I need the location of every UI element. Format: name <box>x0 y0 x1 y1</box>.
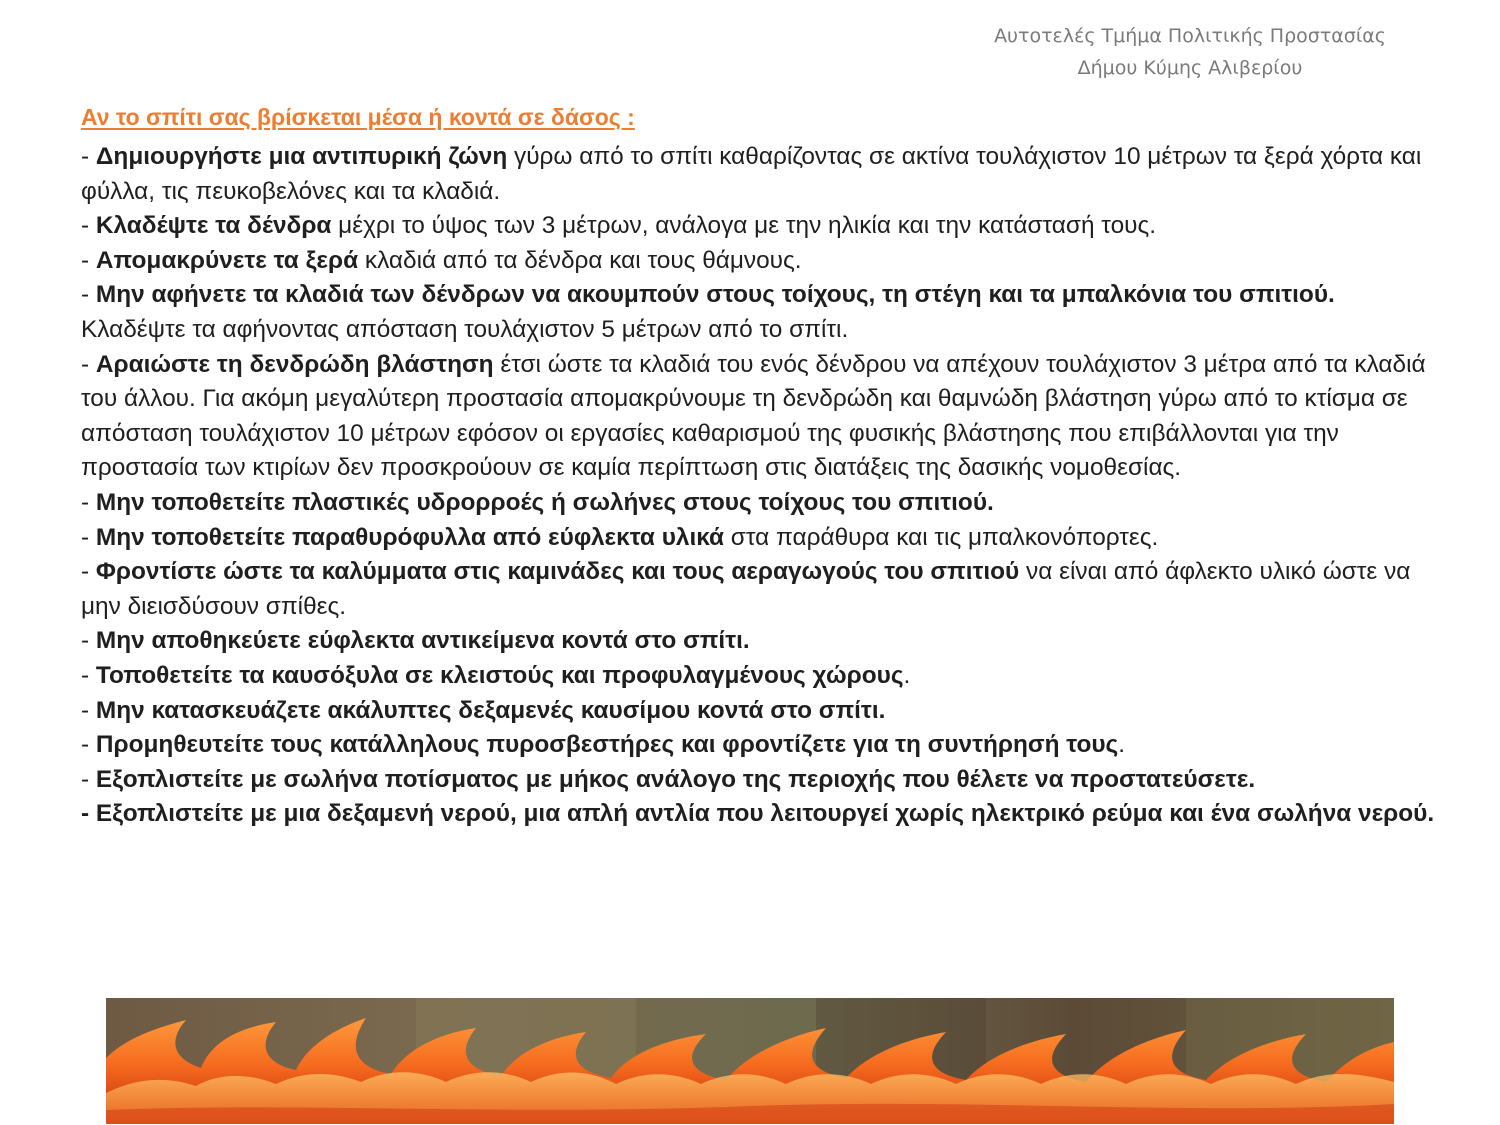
item-text: μέχρι το ύψος των 3 μέτρων, ανάλογα με την ηλικία και την κατάστασή τους. <box>331 212 1157 240</box>
item-bold-text: Μην αφήνετε τα κλαδιά των δένδρων να ακουμπούν στους τοίχους, τη στέγη και τα μπαλκόνια του σπιτιού. <box>95 281 1335 309</box>
item-prefix: - <box>81 661 96 689</box>
item-prefix: - <box>81 246 96 274</box>
item-bold-text: Προμηθευτείτε τους κατάλληλους πυροσβεστήρες και φροντίζετε για τη συντήρησή τους <box>95 731 1119 759</box>
item-bold-text: Δημιουργήστε μια αντιπυρική ζώνη <box>95 143 508 170</box>
item-text: κλαδιά από τα δένδρα και τους θάμνους. <box>358 246 802 274</box>
item-prefix: - <box>81 558 96 586</box>
item-bold-text: Απομακρύνετε τα ξερά <box>95 246 359 274</box>
item-prefix: - <box>81 627 96 655</box>
section-heading: Αν το σπίτι σας βρίσκεται μέσα ή κοντά σε δάσος : <box>81 104 635 130</box>
item-prefix: - <box>81 350 96 378</box>
item-bold-text: Μην κατασκευάζετε ακάλυπτες δεξαμενές καυσίμου κοντά στο σπίτι. <box>95 696 886 724</box>
item-bold-text: Αραιώστε τη δενδρώδη βλάστηση <box>95 350 494 378</box>
header-municipality: Δήμου Κύμης Αλιβερίου <box>1077 57 1303 79</box>
instruction-item <box>81 486 1436 521</box>
instruction-item <box>81 763 1436 798</box>
item-bold-text: Εξοπλιστείτε με σωλήνα ποτίσματος με μήκος ανάλογο της περιοχής που θέλετε να προστατεύσετε. <box>95 765 1256 793</box>
instruction-item <box>81 694 1436 729</box>
instruction-item <box>81 348 1436 486</box>
item-text: να είναι από άφλεκτο υλικό ώστε να μην διεισδύσουν σπίθες. <box>81 558 1411 620</box>
item-text: . <box>903 661 911 689</box>
item-bold-text: - Εξοπλιστείτε με μια δεξαμενή νερού, μια απλή αντλία που λειτουργεί χωρίς ηλεκτρικό ρεύμα και ένα σωλήνα νερού. <box>81 800 1435 828</box>
instruction-item <box>81 624 1436 659</box>
item-prefix: - <box>81 731 96 759</box>
document-header <box>940 20 1440 84</box>
header-department: Αυτοτελές Τμήμα Πολιτικής Προστασίας <box>994 25 1386 47</box>
instruction-item <box>81 659 1436 694</box>
item-text: . <box>1118 731 1126 759</box>
instruction-item <box>81 797 1436 832</box>
item-prefix: - <box>81 281 96 309</box>
item-text: έτσι ώστε τα κλαδιά του ενός δένδρου να απέχουν τουλάχιστον 3 μέτρα από τα κλαδιά του άλλου. Για ακόμη μεγαλύτερη προστασία απομακρύνουμε τη δενδρώδη και θαμνώδη βλάστηση γύρω από το κτίσμα σε απόσταση τουλάχιστον 10 μέτρων εφόσον οι εργασίες καθαρισμού της φυσικής βλάστησης που επιβάλλονται για την προστασία των κτιρίων δεν προσκρούουν σε καμία περίπτωση στις διατάξεις της δασικής νομοθεσίας. <box>81 350 1426 482</box>
item-bold-text: Φροντίστε ώστε τα καλύμματα στις καμινάδες και τους αεραγωγούς του σπιτιού <box>95 558 1020 586</box>
fire-safety-instructions <box>81 140 1436 832</box>
item-bold-text: Κλαδέψτε τα δένδρα <box>95 212 332 240</box>
item-text: Κλαδέψτε τα αφήνοντας απόσταση τουλάχιστον 5 μέτρων από το σπίτι. <box>81 315 849 343</box>
instruction-item <box>81 555 1436 624</box>
item-text: γύρω από το σπίτι καθαρίζοντας σε ακτίνα τουλάχιστον 10 μέτρων τα ξερά χόρτα και φύλλα, τις πευκοβελόνες και τα κλαδιά. <box>81 143 1422 205</box>
item-bold-text: Μην τοποθετείτε πλαστικές υδρορροές ή σωλήνες στους τοίχους του σπιτιού. <box>95 488 994 516</box>
instruction-item <box>81 209 1436 244</box>
item-prefix: - <box>81 523 96 551</box>
instruction-item <box>81 728 1436 763</box>
item-bold-text: Μην αποθηκεύετε εύφλεκτα αντικείμενα κοντά στο σπίτι. <box>95 627 750 655</box>
item-prefix: - <box>81 488 96 516</box>
instruction-item <box>81 244 1436 279</box>
fire-banner-image <box>106 998 1394 1124</box>
item-bold-text: Τοποθετείτε τα καυσόξυλα σε κλειστούς και προφυλαγμένους χώρους <box>95 661 904 689</box>
item-prefix: - <box>81 765 96 793</box>
item-prefix: - <box>81 143 96 170</box>
item-prefix: - <box>81 696 96 724</box>
fire-flames-icon <box>106 998 1394 1124</box>
instruction-item <box>81 140 1436 209</box>
instruction-item <box>81 278 1436 347</box>
item-text: στα παράθυρα και τις μπαλκονόπορτες. <box>724 523 1159 551</box>
instruction-item <box>81 521 1436 556</box>
item-prefix: - <box>81 212 96 240</box>
item-bold-text: Μην τοποθετείτε παραθυρόφυλλα από εύφλεκτα υλικά <box>95 523 725 551</box>
